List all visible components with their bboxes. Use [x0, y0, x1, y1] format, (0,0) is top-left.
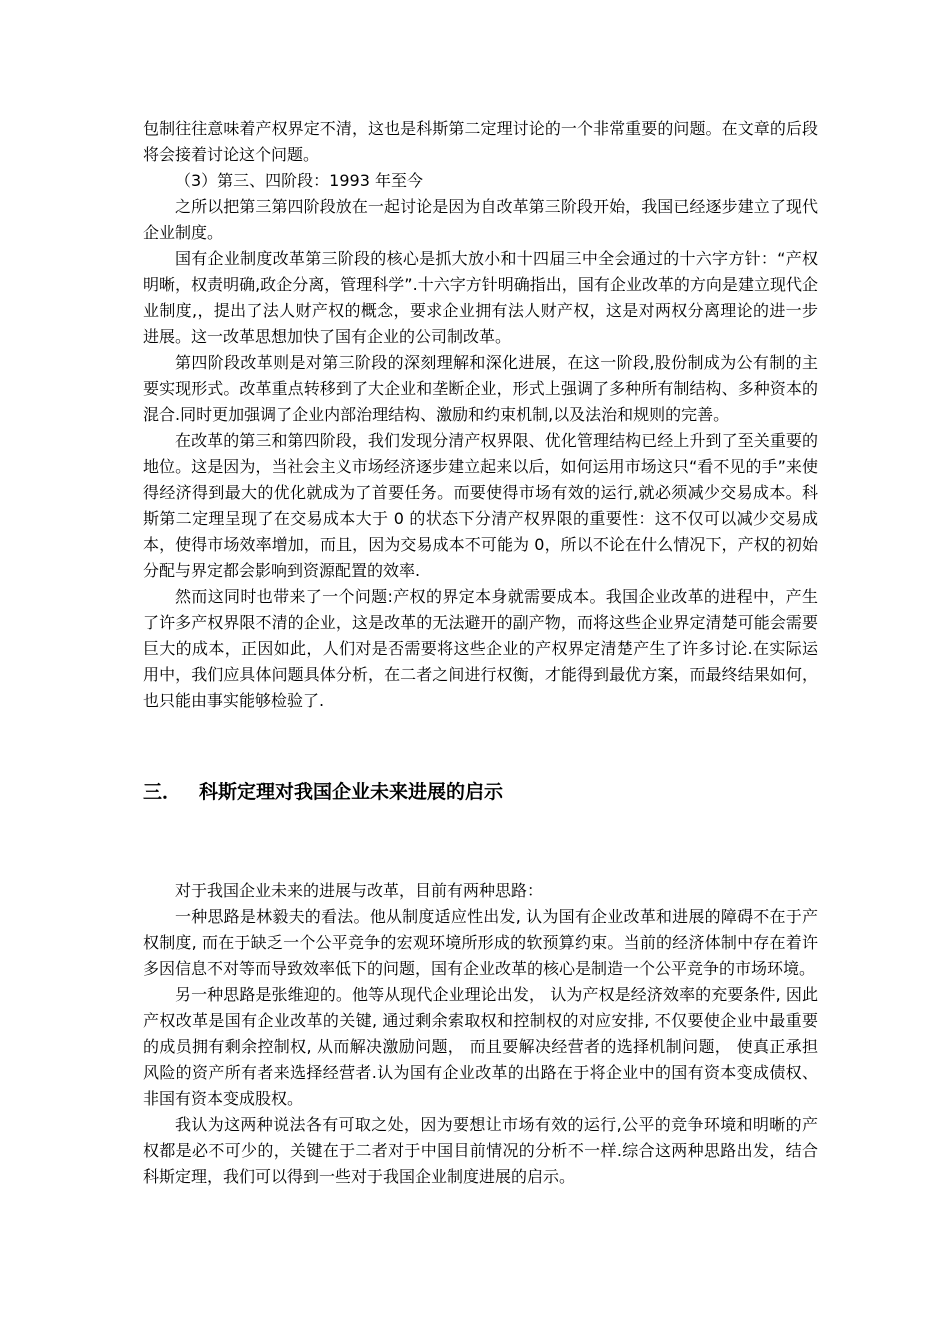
paragraph: 之所以把第三第四阶段放在一起讨论是因为自改革第三阶段开始，我国已经逐步建立了现代企业制度。	[143, 197, 818, 242]
paragraph: 国有企业制度改革第三阶段的核心是抓大放小和十四届三中全会通过的十六字方针：“产权明晰，权责明确,政企分离，管理科学”.十六字方针明确指出，国有企业改革的方向是建立现代企业制度,，提出了法人财产权的概念，要求企业拥有法人财产权，这是对两权分离理论的进一步进展。这一改革思想加快了国有企业的公司制改革。	[143, 249, 818, 346]
paragraph: 一种思路是林毅夫的看法。他从制度适应性出发, 认为国有企业改革和进展的障碍不在于产权制度, 而在于缺乏一个公平竞争的宏观环境所形成的软预算约束。当前的经济体制中存在着许多因信息不对等而导致效率低下的问题，国有企业改革的核心是制造一个公平竞争的市场环境。	[143, 907, 818, 978]
paragraph: 我认为这两种说法各有可取之处，因为要想让市场有效的运行,公平的竞争环境和明晰的产权都是必不可少的，关键在于二者对于中国目前情况的分析不一样.综合这两种思路出发，结合科斯定理，我们可以得到一些对于我国企业制度进展的启示。	[143, 1115, 818, 1186]
body-text-part2	[143, 878, 818, 1190]
section-heading	[143, 778, 818, 806]
section-title: 科斯定理对我国企业未来进展的启示	[199, 781, 504, 803]
subsection-heading-stage-3-4: （3）第三、四阶段：1993 年至今	[175, 171, 423, 190]
paragraph: 另一种思路是张维迎的。他等从现代企业理论出发， 认为产权是经济效率的充要条件, 因此产权改革是国有企业改革的关键, 通过剩余索取权和控制权的对应安排, 不仅要使企业中最重要的成员拥有剩余控制权, 从而解决激励问题， 而且要解决经营者的选择机制问题， 使真正承担风险的资产所有者来选择经营者.认为国有企业改革的出路在于将企业中的国有资本变成债权、非国有资本变成股权。	[143, 985, 818, 1108]
paragraph: 在改革的第三和第四阶段，我们发现分清产权界限、优化管理结构已经上升到了至关重要的地位。这是因为，当社会主义市场经济逐步建立起来以后，如何运用市场这只“看不见的手”来使得经济得到最大的优化就成为了首要任务。而要使得市场有效的运行,就必须减少交易成本。科斯第二定理呈现了在交易成本大于 0 的状态下分清产权界限的重要性：这不仅可以减少交易成本，使得市场效率增加，而且，因为交易成本不可能为 0，所以不论在什么情况下，产权的初始分配与界定都会影响到资源配置的效率.	[143, 431, 818, 580]
paragraph-continuation: 包制往往意味着产权界定不清，这也是科斯第二定理讨论的一个非常重要的问题。在文章的后段将会接着讨论这个问题。	[143, 119, 818, 164]
paragraph: 第四阶段改革则是对第三阶段的深刻理解和深化进展，在这一阶段,股份制成为公有制的主要实现形式。改革重点转移到了大企业和垄断企业，形式上强调了多种所有制结构、多种资本的混合.同时更加强调了企业内部治理结构、激励和约束机制,以及法治和规则的完善。	[143, 353, 818, 424]
body-text-part1	[143, 116, 818, 714]
paragraph: 然而这同时也带来了一个问题:产权的界定本身就需要成本。我国企业改革的进程中，产生了许多产权界限不清的企业，这是改革的无法避开的副产物，而将这些企业界定清楚可能会需要巨大的成本，正因如此，人们对是否需要将这些企业的产权界定清楚产生了许多讨论.在实际运用中，我们应具体问题具体分析，在二者之间进行权衡，才能得到最优方案，而最终结果如何，也只能由事实能够检验了.	[143, 587, 818, 710]
paragraph: 对于我国企业未来的进展与改革，目前有两种思路：	[175, 881, 544, 900]
section-number: 三．	[143, 781, 182, 803]
